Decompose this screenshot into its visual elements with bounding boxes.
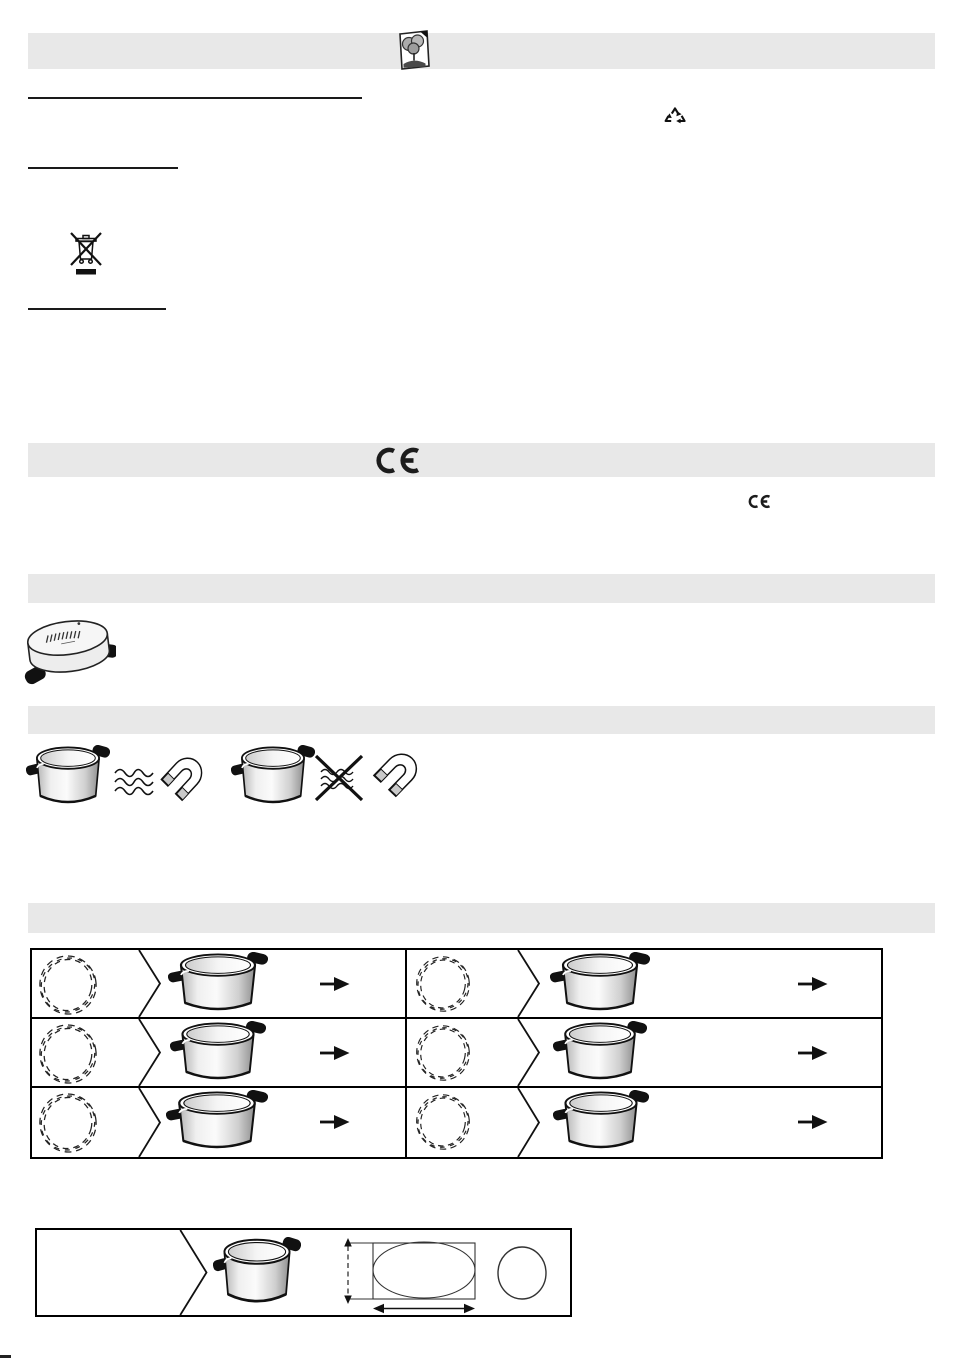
weee-crossed-bin-icon <box>68 228 104 276</box>
heading-underline-3 <box>28 308 166 310</box>
dashed-zone-icon <box>37 1091 99 1155</box>
right-arrow-icon <box>798 1046 828 1060</box>
cooking-pot-icon <box>166 1090 268 1154</box>
chevron-icon <box>517 1019 541 1086</box>
pot-suitable-icon <box>26 745 110 809</box>
zone-cookware-table <box>30 948 883 1159</box>
chevron-icon <box>179 1230 209 1315</box>
right-arrow-icon <box>320 1046 350 1060</box>
right-arrow-icon <box>798 977 828 991</box>
dashed-zone-icon <box>414 1090 472 1154</box>
table-cell-zone-small <box>32 950 407 1019</box>
crossed-out-waves-icon <box>313 750 365 806</box>
ce-band <box>28 443 935 477</box>
pot-unsuitable-icon <box>231 745 315 809</box>
cooking-pot-icon <box>170 1021 266 1085</box>
table-cell-zone-large <box>407 1088 881 1157</box>
heading-underline-2 <box>28 167 178 169</box>
horseshoe-magnet-icon <box>364 744 440 802</box>
cooking-pot-icon <box>213 1237 301 1309</box>
cooking-pot-icon <box>168 952 268 1016</box>
oval-dimension-diagram <box>340 1236 490 1316</box>
dashed-zone-icon <box>414 1021 472 1085</box>
section-band-cookware <box>28 706 935 734</box>
chevron-icon <box>517 1088 541 1157</box>
table-cell-zone-small <box>32 1019 407 1088</box>
induction-unit-illustration <box>22 612 116 686</box>
right-arrow-icon <box>320 977 350 991</box>
chevron-icon <box>517 950 541 1017</box>
section-band-induction <box>28 574 935 603</box>
small-circle-icon <box>495 1246 551 1302</box>
dashed-zone-icon <box>37 953 99 1017</box>
table-cell-zone-large <box>407 950 881 1019</box>
table-cell-zone-large <box>407 1019 881 1088</box>
horseshoe-magnet-icon <box>152 748 224 806</box>
chevron-icon <box>138 1019 162 1086</box>
packaging-tree-picture-icon <box>396 29 432 71</box>
page-edge-artifact <box>0 1355 11 1358</box>
cooking-pot-icon <box>550 952 650 1016</box>
section-band-zones <box>28 903 935 933</box>
cooking-pot-icon <box>553 1090 649 1154</box>
heading-underline-1 <box>28 97 362 99</box>
ce-marking-small-icon <box>747 492 771 511</box>
recycle-icon <box>662 105 688 131</box>
dashed-zone-icon <box>37 1022 99 1086</box>
table-cell-zone-small <box>32 1088 407 1157</box>
cooking-pot-icon <box>553 1021 647 1085</box>
header-band <box>28 33 935 69</box>
dashed-zone-icon <box>414 952 472 1016</box>
chevron-icon <box>138 1088 162 1157</box>
chevron-icon <box>138 950 162 1017</box>
right-arrow-icon <box>798 1115 828 1129</box>
magnetic-waves-icon <box>114 766 154 800</box>
ce-marking-icon <box>373 447 421 474</box>
oval-zone-box <box>35 1228 572 1317</box>
right-arrow-icon <box>320 1115 350 1129</box>
